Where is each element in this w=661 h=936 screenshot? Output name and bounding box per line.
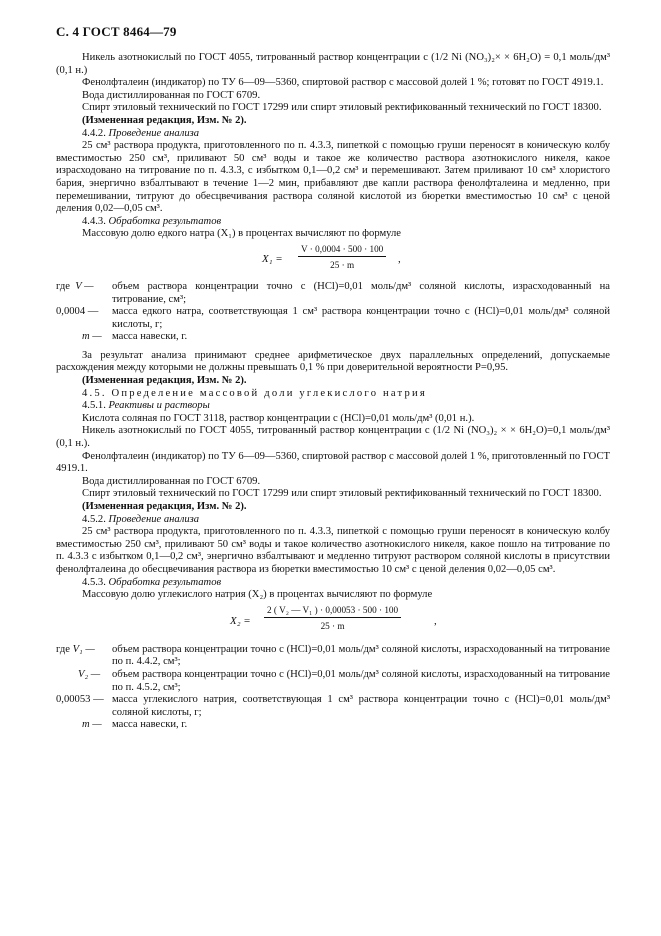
paragraph: За результат анализа принимают среднее арифметическое двух параллельных определений, допускаемые расхождения между которыми не должны превышать 0,1 % при доверительной вероятности P=0,95. xyxy=(56,349,610,374)
definition-symbol: m — xyxy=(82,719,102,731)
paragraph: Кислота соляная по ГОСТ 3118, раствор концентрации с (HCl)=0,01 моль/дм³ (0,01 н.). xyxy=(82,412,475,424)
definition-text: объем раствора концентрации точно с (HCl)=0,01 моль/дм³ соляной кислоты, израсходованный на титрование по п. 4.4.2, см³; xyxy=(112,643,610,668)
section-heading xyxy=(56,128,610,141)
section-title: Проведение анализа xyxy=(108,513,200,525)
section-heading xyxy=(56,400,610,413)
definition-symbol: где V₁ — xyxy=(56,643,95,655)
formula-fraction xyxy=(264,604,401,632)
section-heading xyxy=(56,216,610,229)
definitions-x2 xyxy=(56,644,610,732)
section-heading: 4.5. Определение массовой доли углекислого натрия xyxy=(82,387,427,399)
formula-x2 xyxy=(56,604,610,640)
document-page xyxy=(56,24,610,732)
paragraph: 25 см³ раствора продукта, приготовленного по п. 4.3.3, пипеткой с помощью груши переносят в коническую колбу вместимостью 250 см³, приливают 50 см³ воды и такое количество азотнокислого никеля, какое пошло на титрование по п. 4.3.3 с избытком 0,1—0,2 см³, энергично взбалтывают и медленно титруют раствором соляной кислоты в присутствии фенолфталеина до обесцвечивания раствора из бюретки вместимостью 10 см³ с ценой деления 0,02—0,05 см³. xyxy=(56,526,610,575)
formula-denominator: 25 · m xyxy=(320,620,345,631)
paragraph: Фенолфталеин (индикатор) по ТУ 6—09—5360, спиртовой раствор с массовой долей 1 %; готовят по ГОСТ 4919.1. xyxy=(82,77,604,89)
page-header: С. 4 ГОСТ 8464—79 xyxy=(56,24,177,39)
definition-row xyxy=(56,306,610,331)
definitions-x1 xyxy=(56,281,610,344)
paragraph: Спирт этиловый технический по ГОСТ 17299 или спирт этиловый ректификованный технический по ГОСТ 18300. xyxy=(82,488,602,500)
section-number: 4.5.3. xyxy=(82,576,106,588)
definition-text: объем раствора концентрации точно с (HCl)=0,01 моль/дм³ соляной кислоты, израсходованный на титрование по п. 4.5.2, см³; xyxy=(112,668,610,693)
section-title: Проведение анализа xyxy=(108,127,200,139)
definition-row xyxy=(56,694,610,719)
section-number: 4.4.2. xyxy=(82,127,106,139)
definition-row xyxy=(56,719,610,732)
definition-text: масса навески, г. xyxy=(112,331,188,343)
paragraph: 25 см³ раствора продукта, приготовленного по п. 4.3.3, пипеткой с помощью груши переносят в коническую колбу вместимостью 250 см³, приливают 50 см³ воды и такое же количество раствора азотнокислого никеля, какое израсходовано на титрование по п. 4.3.3, с избытком 0,1—0,2 см³ и перемешивают. Затем приливают 10 см³ хлористого бария, энергично взбалтывают в течение 1—2 мин, прибавляют две капли раствора фенолфталеина и медленно, при перемешивании, титруют до обесцвечивания раствора соляной кислотой из бюретки вместимостью 10 см³ с ценой деления 0,02—0,05 см³. xyxy=(56,140,610,215)
section-number: 4.5.1. xyxy=(82,400,106,412)
section-number: 4.4.3. xyxy=(82,215,106,227)
amendment-note: (Измененная редакция, Изм. № 2). xyxy=(82,501,247,512)
formula-denominator: 25 · m xyxy=(330,259,355,270)
definition-text: масса навески, г. xyxy=(112,719,188,731)
paragraph: Вода дистиллированная по ГОСТ 6709. xyxy=(82,475,261,487)
amendment-note: (Измененная редакция, Изм. № 2). xyxy=(82,114,247,126)
definition-symbol: где V — xyxy=(56,280,94,292)
formula-comma: , xyxy=(434,614,437,627)
section-title: Обработка результатов xyxy=(108,215,222,227)
formula-numerator: 2 ( V₂ — V₁ ) · 0,00053 · 500 · 100 xyxy=(264,604,401,618)
section-heading xyxy=(56,577,610,590)
paragraph: Никель азотнокислый по ГОСТ 4055, титрованный раствор концентрации с (1/2 Ni (NO₃)₂ × × 6H₂O)=0,1 моль/дм³ (0,1 н.). xyxy=(56,425,610,450)
definition-symbol: 0,0004 — xyxy=(56,306,99,318)
definition-symbol: m — xyxy=(82,331,102,343)
section-title: Реактивы и растворы xyxy=(108,400,210,412)
amendment-note: (Измененная редакция, Изм. № 2). xyxy=(82,375,247,387)
definition-text: масса углекислого натрия, соответствующая 1 см³ раствора концентрации точно с (HCl)=0,01 моль/дм³ соляной кислоты, г; xyxy=(112,694,610,718)
paragraph: Спирт этиловый технический по ГОСТ 17299 или спирт этиловый ректификованный технический по ГОСТ 18300. xyxy=(82,102,602,114)
formula-numerator: V · 0,0004 · 500 · 100 xyxy=(298,243,386,257)
definition-row xyxy=(56,281,610,306)
formula-lhs: X₁ = xyxy=(262,252,283,265)
paragraph: Массовую долю углекислого натрия (X₂) в процентах вычисляют по формуле xyxy=(82,589,433,601)
definition-row xyxy=(56,331,610,344)
definition-text: объем раствора концентрации точно с (HCl)=0,01 моль/дм³ соляной кислоты, израсходованный на титрование, см³; xyxy=(112,280,610,305)
definition-text: масса едкого натра, соответствующая 1 см³ раствора концентрации точно с (HCl)=0,01 моль/дм³ соляной кислоты, г; xyxy=(112,306,610,330)
paragraph: Массовую долю едкого натра (X₁) в процентах вычисляют по формуле xyxy=(82,228,401,240)
definition-row xyxy=(56,644,610,669)
definition-row xyxy=(56,669,610,694)
paragraph: Фенолфталеин (индикатор) по ТУ 6—09—5360, спиртовой раствор с массовой долей 1 %, приготовленный по ГОСТ 4919.1. xyxy=(56,450,610,475)
formula-fraction xyxy=(298,243,386,271)
section-title: Обработка результатов xyxy=(108,576,222,588)
section-heading xyxy=(56,514,610,527)
definition-symbol: 0,00053 — xyxy=(56,694,104,706)
section-number: 4.5.2. xyxy=(82,513,106,525)
paragraph: Никель азотнокислый по ГОСТ 4055, титрованный раствор концентрации с (1/2 Ni (NO₃)₂× × 6H₂O) = 0,1 моль/дм³ (0,1 н.) xyxy=(56,52,610,76)
definition-symbol: V₂ — xyxy=(78,668,101,680)
formula-x1 xyxy=(56,243,610,277)
formula-lhs: X₂ = xyxy=(230,614,251,627)
formula-comma: , xyxy=(398,252,401,265)
paragraph: Вода дистиллированная по ГОСТ 6709. xyxy=(82,89,261,101)
